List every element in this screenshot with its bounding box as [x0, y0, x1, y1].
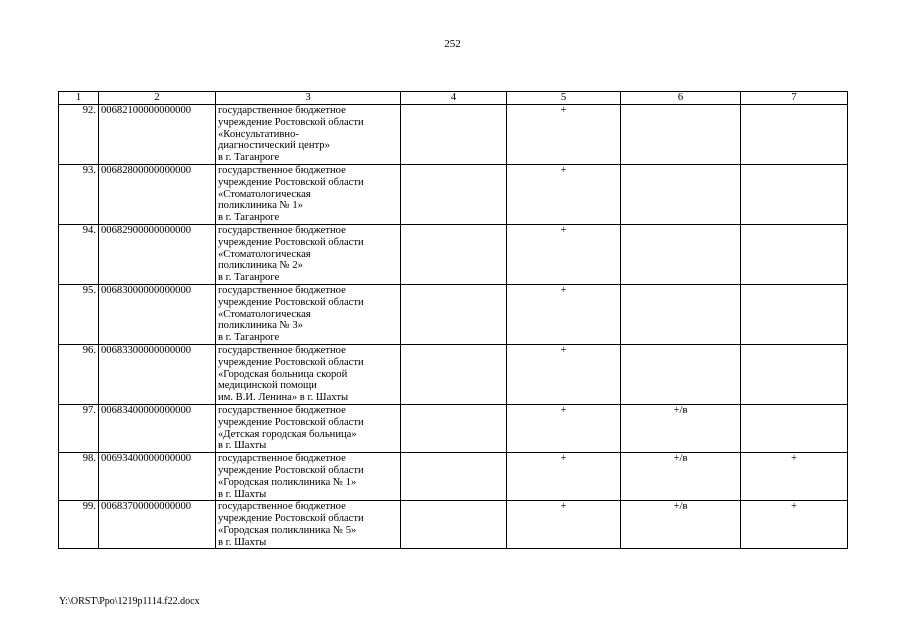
table-row: [59, 164, 848, 224]
institution-name-cell: [216, 284, 401, 344]
column-5-cell: +: [507, 284, 621, 344]
column-7-cell: [741, 404, 848, 452]
table-row: [59, 404, 848, 452]
institution-name-line: поликлиника № 2»: [218, 260, 303, 272]
institution-name-line: учреждение Ростовской области: [218, 356, 364, 368]
table-row: [59, 224, 848, 284]
institution-code-cell: 00682800000000000: [99, 164, 216, 224]
column-7-cell: [741, 224, 848, 284]
column-4-cell: [401, 344, 507, 404]
column-header: 2: [99, 92, 216, 105]
column-5-cell: +: [507, 453, 621, 501]
column-4-cell: [401, 105, 507, 165]
table-row: [59, 105, 848, 165]
institution-name-line: поликлиника № 3»: [218, 320, 303, 332]
institution-name-cell: [216, 404, 401, 452]
column-6-cell: +/в: [621, 453, 741, 501]
institution-code-cell: 00682100000000000: [99, 105, 216, 165]
column-4-cell: [401, 284, 507, 344]
institution-name-line: учреждение Ростовской области: [218, 176, 364, 188]
column-header: 3: [216, 92, 401, 105]
table-header-row: [59, 92, 848, 105]
row-number-cell: 92.: [59, 105, 99, 165]
institution-name-line: государственное бюджетное: [218, 453, 346, 465]
institutions-table: [58, 91, 848, 549]
institution-name-line: в г. Таганроге: [218, 212, 280, 224]
institution-name-line: учреждение Ростовской области: [218, 236, 364, 248]
institution-name-line: в г. Таганроге: [218, 152, 280, 164]
institution-name-line: государственное бюджетное: [218, 404, 346, 416]
institution-name-line: «Городская поликлиника № 1»: [218, 476, 357, 488]
column-7-cell: +: [741, 453, 848, 501]
column-6-cell: +/в: [621, 501, 741, 549]
institution-name-line: учреждение Ростовской области: [218, 513, 364, 525]
footer-file-path: Y:\ORST\Ppo\1219p1114.f22.docx: [59, 596, 200, 607]
column-header: 4: [401, 92, 507, 105]
institution-name-line: диагностический центр»: [218, 140, 330, 152]
row-number-cell: 97.: [59, 404, 99, 452]
institution-name-line: государственное бюджетное: [218, 164, 346, 176]
row-number-cell: 98.: [59, 453, 99, 501]
column-header: 1: [59, 92, 99, 105]
institution-name-line: государственное бюджетное: [218, 224, 346, 236]
institution-name-cell: [216, 164, 401, 224]
column-4-cell: [401, 164, 507, 224]
column-header: 6: [621, 92, 741, 105]
institution-name-line: «Стоматологическая: [218, 308, 311, 320]
institution-name-line: им. В.И. Ленина» в г. Шахты: [218, 392, 349, 404]
institution-name-line: государственное бюджетное: [218, 501, 346, 513]
institution-code-cell: 00682900000000000: [99, 224, 216, 284]
table-body: [59, 105, 848, 549]
column-5-cell: +: [507, 164, 621, 224]
institution-code-cell: 00683700000000000: [99, 501, 216, 549]
institution-name-line: «Стоматологическая: [218, 248, 311, 260]
column-4-cell: [401, 404, 507, 452]
institution-name-line: учреждение Ростовской области: [218, 416, 364, 428]
column-4-cell: [401, 453, 507, 501]
institution-name-cell: [216, 224, 401, 284]
institution-name-cell: [216, 105, 401, 165]
column-7-cell: [741, 284, 848, 344]
institution-name-cell: [216, 453, 401, 501]
column-7-cell: [741, 344, 848, 404]
column-7-cell: [741, 105, 848, 165]
column-6-cell: +/в: [621, 404, 741, 452]
table-row: [59, 344, 848, 404]
column-5-cell: +: [507, 344, 621, 404]
institution-name-line: учреждение Ростовской области: [218, 464, 364, 476]
institution-name-line: в г. Таганроге: [218, 332, 280, 344]
column-5-cell: +: [507, 105, 621, 165]
column-7-cell: [741, 164, 848, 224]
column-5-cell: +: [507, 404, 621, 452]
column-4-cell: [401, 224, 507, 284]
row-number-cell: 96.: [59, 344, 99, 404]
table-row: [59, 453, 848, 501]
institution-name-line: в г. Шахты: [218, 440, 267, 452]
institution-code-cell: 00693400000000000: [99, 453, 216, 501]
institution-name-line: «Городская больница скорой: [218, 368, 348, 380]
row-number-cell: 94.: [59, 224, 99, 284]
institution-name-line: учреждение Ростовской области: [218, 116, 364, 128]
institution-name-cell: [216, 344, 401, 404]
institution-name-line: учреждение Ростовской области: [218, 296, 364, 308]
institution-name-line: «Стоматологическая: [218, 188, 311, 200]
institution-name-line: в г. Шахты: [218, 536, 267, 548]
institution-name-line: «Консультативно-: [218, 128, 299, 140]
column-header: 7: [741, 92, 848, 105]
column-6-cell: [621, 105, 741, 165]
row-number-cell: 99.: [59, 501, 99, 549]
institution-name-line: в г. Шахты: [218, 488, 267, 500]
institution-name-line: поликлиника № 1»: [218, 200, 303, 212]
row-number-cell: 93.: [59, 164, 99, 224]
page-number: 252: [444, 38, 461, 50]
institution-code-cell: 00683300000000000: [99, 344, 216, 404]
institution-name-line: «Городская поликлиника № 5»: [218, 524, 357, 536]
institution-name-line: государственное бюджетное: [218, 284, 346, 296]
column-4-cell: [401, 501, 507, 549]
table-row: [59, 284, 848, 344]
row-number-cell: 95.: [59, 284, 99, 344]
column-6-cell: [621, 224, 741, 284]
institution-code-cell: 00683000000000000: [99, 284, 216, 344]
institution-name-line: государственное бюджетное: [218, 105, 346, 116]
institution-code-cell: 00683400000000000: [99, 404, 216, 452]
institution-name-cell: [216, 501, 401, 549]
column-6-cell: [621, 284, 741, 344]
table-row: [59, 501, 848, 549]
column-5-cell: +: [507, 224, 621, 284]
institution-name-line: в г. Таганрогe: [218, 272, 280, 284]
column-6-cell: [621, 344, 741, 404]
institution-name-line: «Детская городская больница»: [218, 428, 357, 440]
column-7-cell: +: [741, 501, 848, 549]
column-header: 5: [507, 92, 621, 105]
column-6-cell: [621, 164, 741, 224]
institution-name-line: медицинской помощи: [218, 380, 317, 392]
column-5-cell: +: [507, 501, 621, 549]
institution-name-line: государственное бюджетное: [218, 344, 346, 356]
